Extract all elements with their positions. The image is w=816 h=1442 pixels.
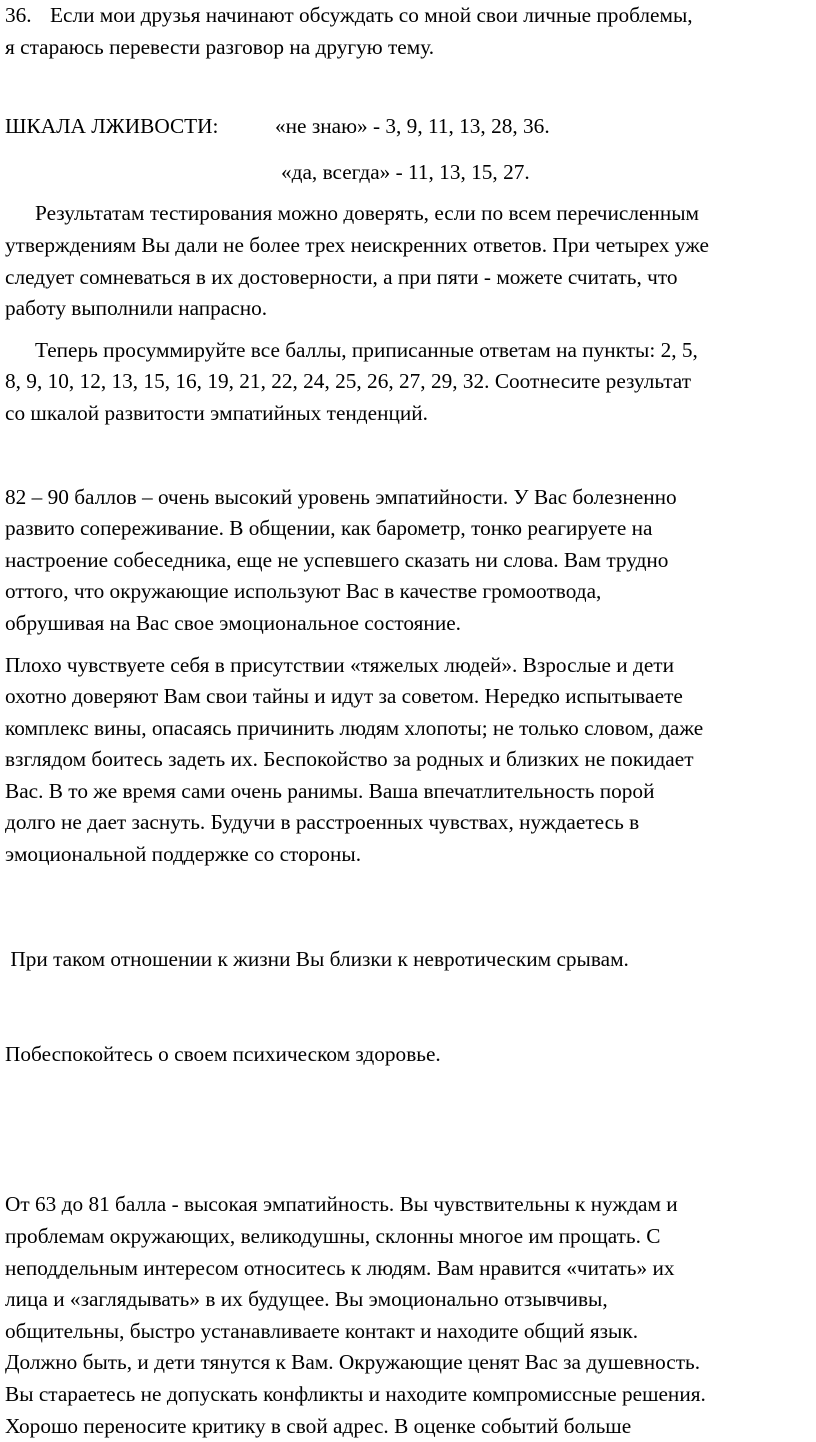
question-number: 36. <box>5 3 32 27</box>
level-63-81-line-4: лица и «заглядывать» в их будущее. Вы эмоционально отзывчивы, <box>5 1287 608 1312</box>
level-63-81-line-5: общительны, быстро устанавливаете контакт и находите общий язык. <box>5 1318 639 1343</box>
lie-scale-dont-know: «не знаю» - 3, 9, 11, 13, 28, 36. <box>275 114 550 139</box>
level-63-81-line-2: проблемам окружающих, великодушны, склонны многое им прощать. С <box>5 1224 661 1248</box>
level-82-90-p3-line-1: При таком отношении к жизни Вы близки к невротическим срывам. <box>5 946 629 971</box>
question-36-line-1 <box>5 0 813 32</box>
question-36-line-2: я стараюсь перевести разговор на другую тему. <box>5 34 435 59</box>
lie-scale-yes-always: «да, всегда» - 11, 13, 15, 27. <box>281 159 530 184</box>
level-82-90-line-5: обрушивая на Вас свое эмоциональное состояние. <box>5 610 462 635</box>
lie-scale-line-1 <box>5 111 813 143</box>
level-82-90-p2-line-5: Вас. В то же время сами очень ранимы. Ваша впечатлительность порой <box>5 778 655 803</box>
reliability-line-3: следует сомневаться в их достоверности, а при пяти - можете считать, что <box>5 264 678 289</box>
level-63-81-line-3: неподдельным интересом относитесь к людям. Вам нравится «читать» их <box>5 1255 675 1280</box>
reliability-line-1: Результатам тестирования можно доверять, если по всем перечисленным <box>35 201 700 226</box>
question-36-text-1: Если мои друзья начинают обсуждать со мной свои личные проблемы, <box>50 3 693 27</box>
sum-instruction-line-1: Теперь просуммируйте все баллы, приписанные ответам на пункты: 2, 5, <box>35 337 698 362</box>
level-63-81-line-8: Хорошо переносите критику в свой адрес. В оценке событий больше <box>5 1413 632 1438</box>
level-82-90-paragraph-1 <box>5 482 813 640</box>
level-82-90-p3-line-2: Побеспокойтесь о своем психическом здоровье. <box>5 1041 441 1066</box>
level-82-90-p2-line-1: Плохо чувствуете себя в присутствии «тяжелых людей». Взрослые и дети <box>5 652 674 677</box>
level-82-90-paragraph-2 <box>5 650 813 871</box>
level-82-90-p2-line-2: охотно доверяют Вам свои тайны и идут за советом. Нередко испытываете <box>5 684 683 709</box>
level-63-81-paragraph <box>5 1189 813 1442</box>
question-36 <box>5 0 813 63</box>
level-63-81-line-7: Вы стараетесь не допускать конфликты и находите компромиссные решения. <box>5 1381 706 1406</box>
reliability-line-2: утверждениям Вы дали не более трех неискренних ответов. При четырех уже <box>5 232 709 257</box>
level-82-90-paragraph-3 <box>5 881 813 1134</box>
reliability-paragraph <box>5 198 813 324</box>
sum-instruction-line-3: со шкалой развитости эмпатийных тенденций. <box>5 400 429 425</box>
lie-scale-title: ШКАЛА ЛЖИВОСТИ: <box>5 114 219 139</box>
level-82-90-p2-line-7: эмоциональной поддержке со стороны. <box>5 842 362 867</box>
level-63-81-line-6: Должно быть, и дети тянутся к Вам. Окружающие ценят Вас за душевность. <box>5 1350 701 1375</box>
level-63-81-line-1: От 63 до 81 балла - высокая эмпатийность. Вы чувствительны к нуждам и <box>5 1192 678 1217</box>
reliability-line-4: работу выполнили напрасно. <box>5 296 268 321</box>
level-82-90-p2-line-6: долго не дает заснуть. Будучи в расстроенных чувствах, нуждаетесь в <box>5 810 640 835</box>
level-82-90-line-2: развито сопереживание. В общении, как барометр, тонко реагируете на <box>5 516 653 541</box>
level-82-90-line-1: 82 – 90 баллов – очень высокий уровень эмпатийности. У Вас болезненно <box>5 484 677 509</box>
level-82-90-line-3: настроение собеседника, еще не успевшего сказать ни слова. Вам трудно <box>5 547 669 572</box>
level-82-90-p2-line-4: взглядом боитесь задеть их. Беспокойство за родных и близких не покидает <box>5 747 694 772</box>
document-page <box>5 0 813 1442</box>
sum-instruction-line-2: 8, 9, 10, 12, 13, 15, 16, 19, 21, 22, 24, 25, 26, 27, 29, 32. Соотнесите результат <box>5 369 692 394</box>
lie-scale <box>5 111 813 188</box>
level-82-90-p2-line-3: комплекс вины, опасаясь причинить людям хлопоты; не только словом, даже <box>5 715 704 740</box>
level-82-90-line-4: оттого, что окружающие используют Вас в качестве громоотвода, <box>5 579 602 604</box>
sum-instruction-paragraph <box>5 335 813 430</box>
